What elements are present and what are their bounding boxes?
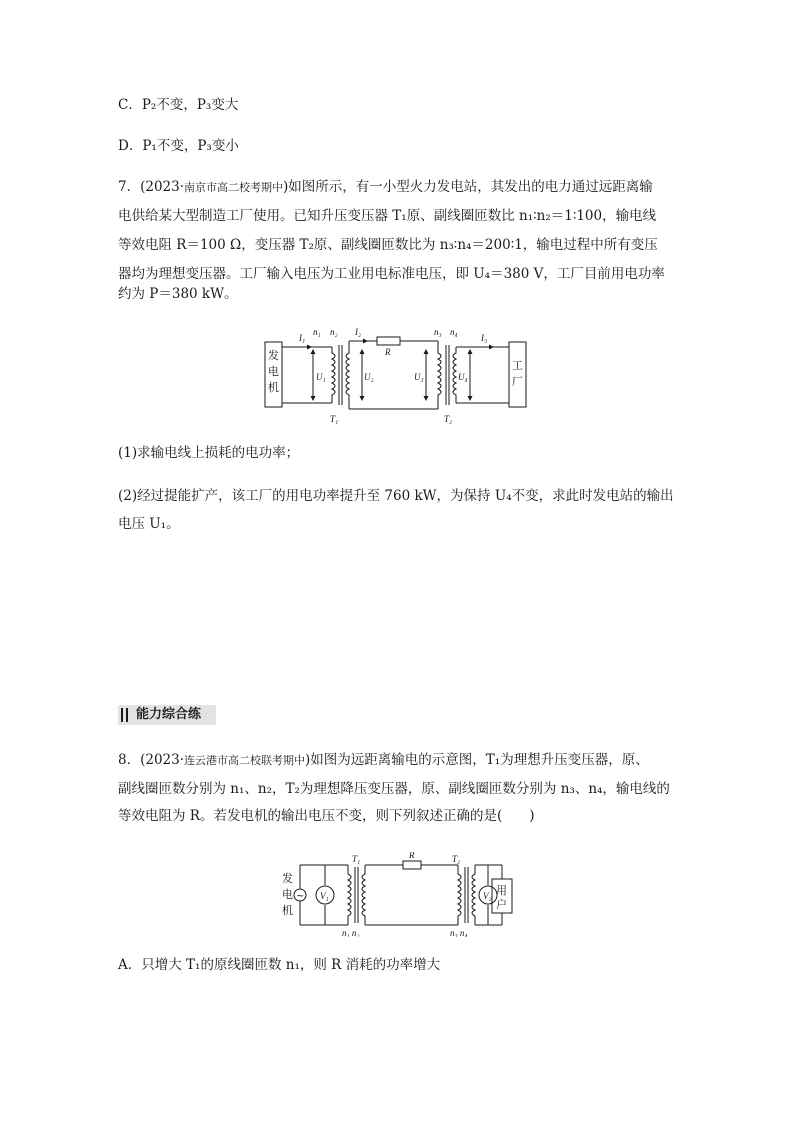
label-r: R (385, 347, 391, 357)
generator-char-2: 电 (268, 365, 279, 378)
label-i2: I₂ (355, 327, 362, 337)
q7-line2: 电供给某大型制造工厂使用。已知升压变压器 T₁原、副线圈匝数比 n₁∶n₂＝1∶100，输电线 (118, 208, 657, 224)
q7-line1 (118, 177, 653, 198)
resistor-r (377, 337, 400, 345)
q8-option-a: A．只增大 T₁的原线圈匝数 n₁，则 R 消耗的功率增大 (118, 957, 441, 973)
label-r: R (409, 852, 415, 860)
q7-source: 南京市高二校考期中 (184, 181, 284, 194)
label-t2: T₂ (444, 414, 453, 424)
q8-circuit-diagram (280, 852, 530, 937)
q6-option-c: C．P₂不变，P₃变大 (118, 97, 239, 113)
i2-arrow (363, 339, 368, 344)
section-bar-1 (121, 708, 123, 722)
tilde-symbol: ~ (296, 891, 305, 902)
generator-char-1: 发 (268, 349, 279, 362)
q8-line3: 等效电阻为 R。若发电机的输出电压不变，则下列叙述正确的是( ) (118, 808, 535, 824)
user-char-1: 用 (496, 884, 507, 897)
q8-line1-text: )如图为远距离输电的示意图，T₁为理想升压变压器，原、 (305, 752, 649, 768)
label-t1: T₁ (352, 854, 361, 864)
q7-sub1: (1)求输电线上损耗的电功率； (118, 445, 300, 461)
label-t1: T₁ (330, 414, 339, 424)
label-t2: T₂ (452, 854, 461, 864)
q8-line2: 副线圈匝数分别为 n₁、n₂，T₂为理想降压变压器，原、副线圈匝数分别为 n₃、n₄，输电线的 (118, 781, 670, 797)
t1-secondary-coil (346, 341, 349, 409)
section-header (118, 705, 216, 725)
user-char-2: 户 (496, 898, 507, 911)
q7-circuit-diagram (260, 325, 535, 430)
q7-sub2-line1: (2)经过提能扩产，该工厂的用电功率提升至 760 kW，为保持 U₄不变，求此时发电站的输出 (118, 488, 674, 504)
q8-number: 8．(2023· (118, 752, 185, 768)
label-n4: n₄ (450, 327, 458, 337)
q6-option-d: D．P₁不变，P₃变小 (118, 138, 239, 154)
label-i1: I₁ (299, 333, 306, 343)
generator-char-3: 机 (268, 381, 279, 394)
label-n3n4: n₃ n₄ (450, 928, 468, 937)
factory-char-2: 厂 (512, 375, 523, 388)
label-u3: U₃ (414, 372, 424, 382)
label-i3: I₃ (481, 333, 488, 343)
label-n1n2: n₁ n₂ (342, 928, 360, 937)
label-v2: V₂ (483, 891, 492, 901)
t2-secondary-coil (453, 347, 456, 403)
q7-number: 7．(2023· (118, 179, 185, 195)
section-title: 能力综合练 (136, 707, 202, 722)
label-n2: n₂ (330, 327, 338, 337)
generator-char-1: 发 (282, 872, 293, 885)
label-u1: U₁ (316, 372, 326, 382)
q7-line5: 约为 P＝380 kW。 (118, 286, 238, 302)
label-n3: n₃ (434, 327, 442, 337)
t1-primary-coil (332, 347, 335, 403)
label-u4: U₄ (458, 372, 468, 382)
label-n1: n₁ (313, 327, 321, 337)
label-v1: V₁ (320, 891, 329, 901)
q8-source: 连云港市高二校联考期中 (184, 754, 306, 767)
t2-primary-coil (438, 341, 441, 409)
q7-line4: 器均为理想变压器。工厂输入电压为工业用电标准电压，即 U₄＝380 V，工厂目前用电功率 (118, 266, 665, 282)
factory-char-1: 工 (512, 359, 523, 372)
label-u2: U₂ (364, 372, 374, 382)
generator-char-3: 机 (282, 904, 293, 917)
i1-arrow (307, 345, 312, 350)
resistor-r (403, 861, 421, 869)
generator-char-2: 电 (282, 888, 293, 901)
q7-line3: 等效电阻 R＝100 Ω，变压器 T₂原、副线圈匝数比为 n₃∶n₄＝200∶1，输电过程中所有变压 (118, 237, 658, 253)
q7-line1-text: )如图所示，有一小型火力发电站，其发出的电力通过远距离输 (283, 179, 653, 195)
q7-sub2-line2: 电压 U₁。 (118, 516, 180, 532)
section-bar-2 (126, 708, 128, 722)
q8-line1 (118, 750, 649, 771)
i3-arrow (489, 345, 494, 350)
